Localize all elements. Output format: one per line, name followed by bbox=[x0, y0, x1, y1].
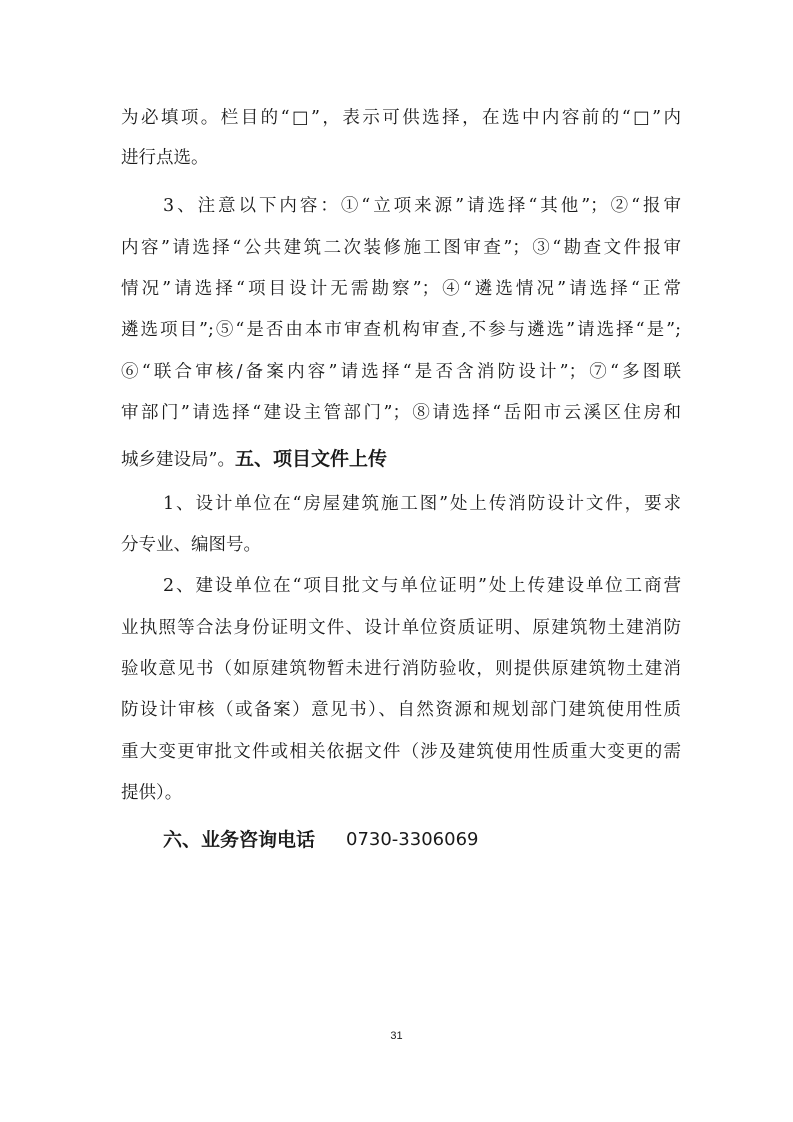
section-heading-project-file-upload: 五、项目文件上传 bbox=[234, 448, 387, 470]
text-line: 遴选项目”;⑤“是否由本市审查机构审查,不参与遴选”请选择“是”; bbox=[121, 320, 681, 340]
text-segment: 城乡建设局”。 bbox=[121, 450, 235, 470]
text-line: ⑥“联合审核/备案内容”请选择“是否含消防设计”；⑦“多图联 bbox=[121, 362, 681, 382]
text-line: 验收意见书（如原建筑物暂未进行消防验收，则提供原建筑物土建消 bbox=[121, 659, 681, 679]
text-line: 重大变更审批文件或相关依据文件（涉及建筑使用性质重大变更的需 bbox=[121, 742, 681, 762]
phone-number: 0730-3306069 bbox=[346, 829, 479, 850]
text-line: 审部门”请选择“建设主管部门”；⑧请选择“岳阳市云溪区住房和 bbox=[121, 403, 681, 423]
text-line: 业执照等合法身份证明文件、设计单位资质证明、原建筑物土建消防 bbox=[121, 618, 681, 638]
text-line: 内容”请选择“公共建筑二次装修施工图审查”；③“勘查文件报审 bbox=[121, 238, 681, 258]
text-line: 分专业、编图号。 bbox=[121, 535, 261, 555]
text-line: 提供）。 bbox=[121, 783, 183, 803]
text-line: 防设计审核（或备案）意见书）、自然资源和规划部门建筑使用性质 bbox=[121, 700, 681, 720]
page-number: 31 bbox=[390, 1030, 403, 1042]
text-line: 1、设计单位在“房屋建筑施工图”处上传消防设计文件，要求 bbox=[163, 494, 681, 514]
section-heading-consultation-phone: 六、业务咨询电话 bbox=[163, 829, 316, 851]
text-line bbox=[121, 450, 681, 470]
text-line: 3、注意以下内容：①“立项来源”请选择“其他”；②“报审 bbox=[163, 196, 681, 216]
text-line: 为必填项。栏目的“□”，表示可供选择，在选中内容前的“□”内 bbox=[121, 108, 681, 128]
text-line: 进行点选。 bbox=[121, 148, 209, 168]
text-line: 情况”请选择“项目设计无需勘察”；④“遴选情况”请选择“正常 bbox=[121, 279, 681, 299]
text-line: 2、建设单位在“项目批文与单位证明”处上传建设单位工商营 bbox=[163, 576, 681, 596]
